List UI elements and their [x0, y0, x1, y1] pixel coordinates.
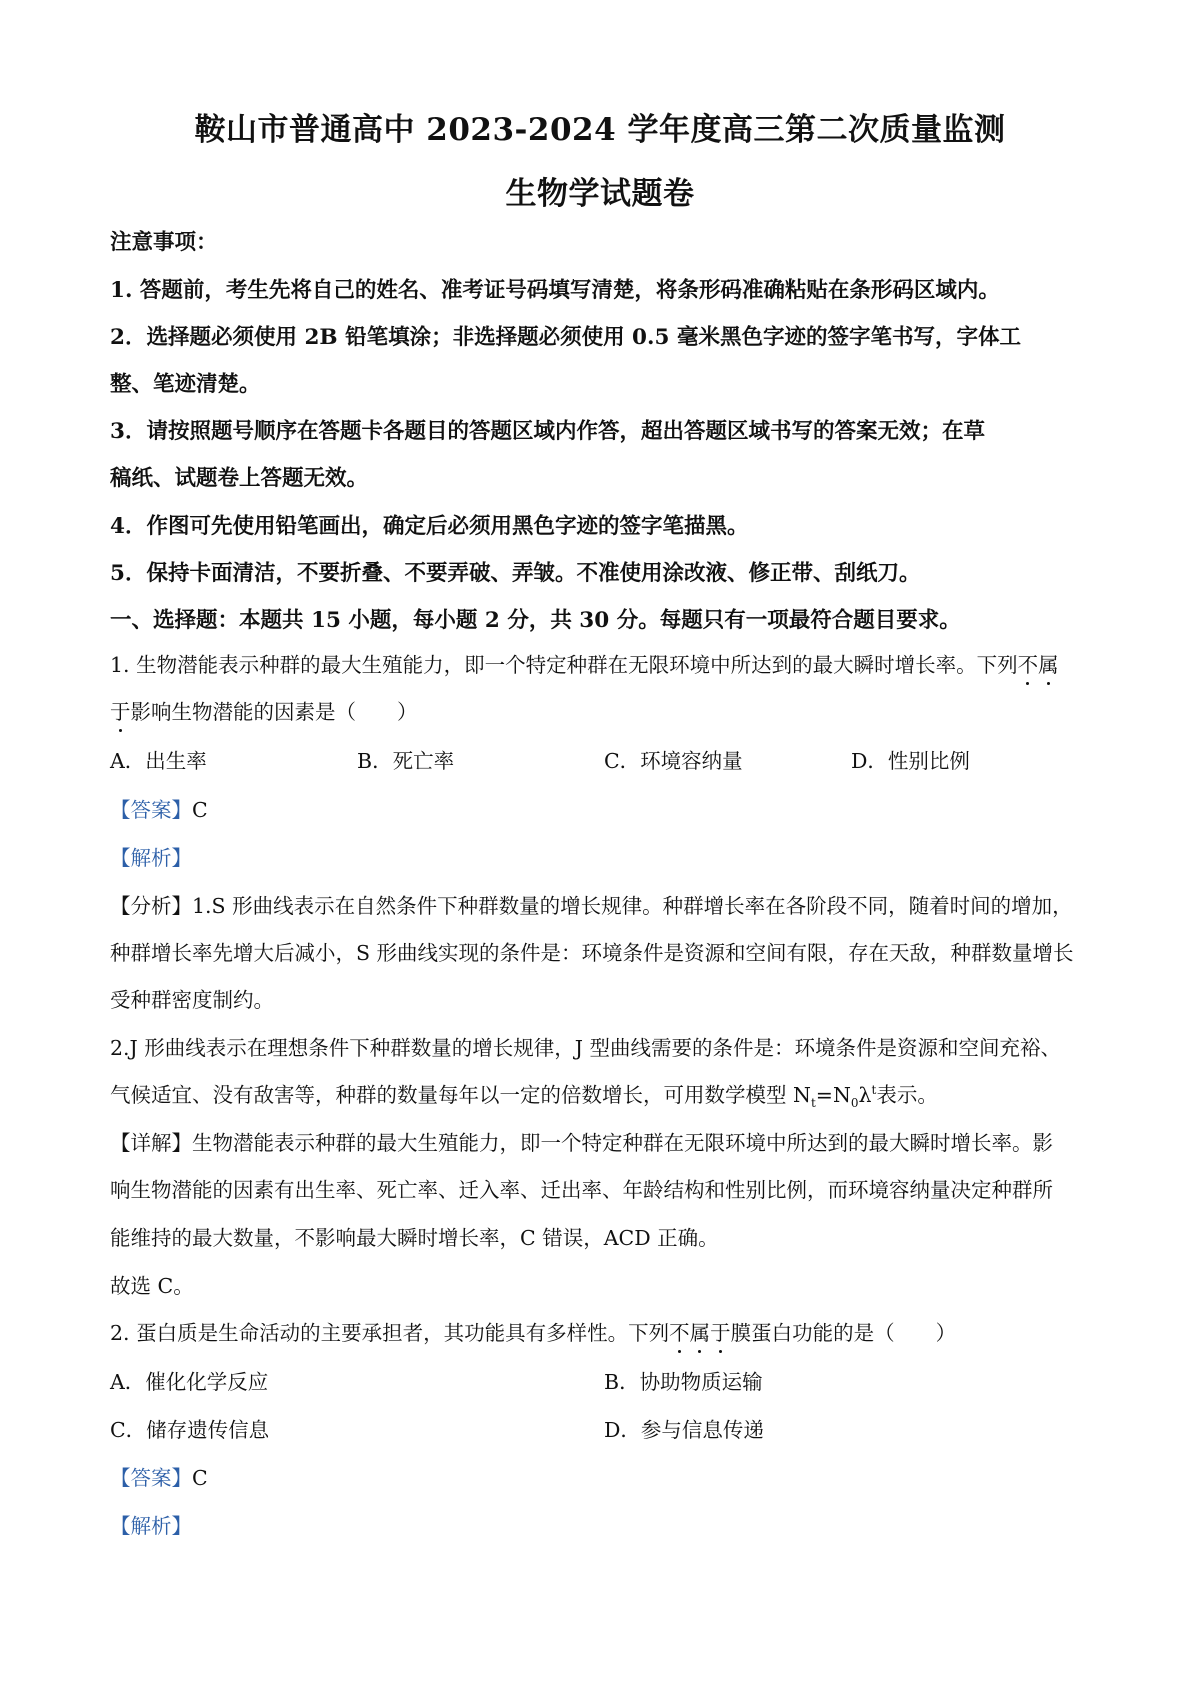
- analysis-tag: 【解析】: [110, 1514, 192, 1538]
- emphasis-dot: 不: [669, 1321, 690, 1345]
- question-2-option-c: C．储存遗传信息: [110, 1418, 270, 1442]
- notice-item: 稿纸、试题卷上答题无效。: [110, 466, 369, 491]
- question-2-stem: 2. 蛋白质是生命活动的主要承担者，其功能具有多样性。下列不属于膜蛋白功能的是（ ）: [110, 1321, 957, 1345]
- question-1-option-b: B．死亡率: [357, 749, 455, 773]
- question-2-option-d: D．参与信息传递: [604, 1418, 764, 1442]
- question-1-stem-cont: 于影响生物潜能的因素是（ ）: [110, 700, 418, 724]
- detail-paragraph: 能维持的最大数量，不影响最大瞬时增长率，C 错误，ACD 正确。: [110, 1226, 719, 1250]
- notice-item: 5．保持卡面清洁，不要折叠、不要弄破、弄皱。不准使用涂改液、修正带、刮纸刀。: [110, 561, 921, 586]
- conclusion: 故选 C。: [110, 1274, 194, 1298]
- notice-item: 整、笔迹清楚。: [110, 372, 261, 397]
- detail-paragraph: 响生物潜能的因素有出生率、死亡率、迁入率、迁出率、年龄结构和性别比例，而环境容纳量决定种群所: [110, 1178, 1053, 1202]
- question-1-stem: 1. 生物潜能表示种群的最大生殖能力，即一个特定种群在无限环境中所达到的最大瞬时增长率。下列不属: [110, 653, 1059, 677]
- analysis-paragraph: 2.J 形曲线表示在理想条件下种群数量的增长规律，J 型曲线需要的条件是：环境条件是资源和空间充裕、: [110, 1036, 1062, 1060]
- question-2-answer: 【答案】C: [110, 1466, 208, 1490]
- notice-heading: 注意事项：: [110, 230, 218, 255]
- notice-item: 2．选择题必须使用 2B 铅笔填涂；非选择题必须使用 0.5 毫米黑色字迹的签字笔书写，字体工: [110, 325, 1021, 350]
- answer-tag: 【答案】: [110, 798, 192, 822]
- question-1-option-d: D．性别比例: [851, 749, 970, 773]
- question-1-option-c: C．环境容纳量: [604, 749, 743, 773]
- notice-item: 4．作图可先使用铅笔画出，确定后必须用黑色字迹的签字笔描黑。: [110, 514, 749, 539]
- analysis-paragraph: 【分析】1.S 形曲线表示在自然条件下种群数量的增长规律。种群增长率在各阶段不同，随着时间的增加，: [110, 894, 1073, 918]
- notice-item: 1. 答题前，考生先将自己的姓名、准考证号码填写清楚，将条形码准确粘贴在条形码区域内。: [110, 278, 1000, 303]
- question-2-option-b: B．协助物质运输: [604, 1370, 763, 1394]
- emphasis-dot: 于: [710, 1321, 731, 1345]
- analysis-paragraph: 受种群密度制约。: [110, 988, 274, 1012]
- analysis-paragraph: 气候适宜、没有敌害等，种群的数量每年以一定的倍数增长，可用数学模型 $N_t=N_0\lambda^t$表示。: [110, 1083, 938, 1111]
- emphasis-dot: 属: [1038, 653, 1059, 677]
- emphasis-dot: 于: [110, 700, 131, 724]
- exam-subtitle: 生物学试题卷: [505, 176, 695, 212]
- notice-item: 3．请按照题号顺序在答题卡各题目的答题区域内作答，超出答题区域书写的答案无效；在草: [110, 419, 985, 444]
- emphasis-dot: 不: [1017, 653, 1039, 677]
- analysis-paragraph: 种群增长率先增大后减小，S 形曲线实现的条件是：环境条件是资源和空间有限，存在天敌，种群数量增长: [110, 941, 1074, 965]
- detail-paragraph: 【详解】生物潜能表示种群的最大生殖能力，即一个特定种群在无限环境中所达到的最大瞬时增长率。影: [110, 1131, 1053, 1155]
- analysis-tag: 【解析】: [110, 846, 192, 870]
- exam-title: 鞍山市普通高中 2023-2024 学年度高三第二次质量监测: [194, 112, 1006, 148]
- question-1-option-a: A．出生率: [110, 749, 207, 773]
- question-2-option-a: A．催化化学反应: [110, 1370, 269, 1394]
- emphasis-dot: 属: [689, 1321, 711, 1345]
- section-heading: 一、选择题：本题共 15 小题，每小题 2 分，共 30 分。每题只有一项最符合题目要求。: [110, 608, 961, 633]
- answer-tag: 【答案】: [110, 1466, 192, 1490]
- question-1-answer: 【答案】C: [110, 798, 208, 822]
